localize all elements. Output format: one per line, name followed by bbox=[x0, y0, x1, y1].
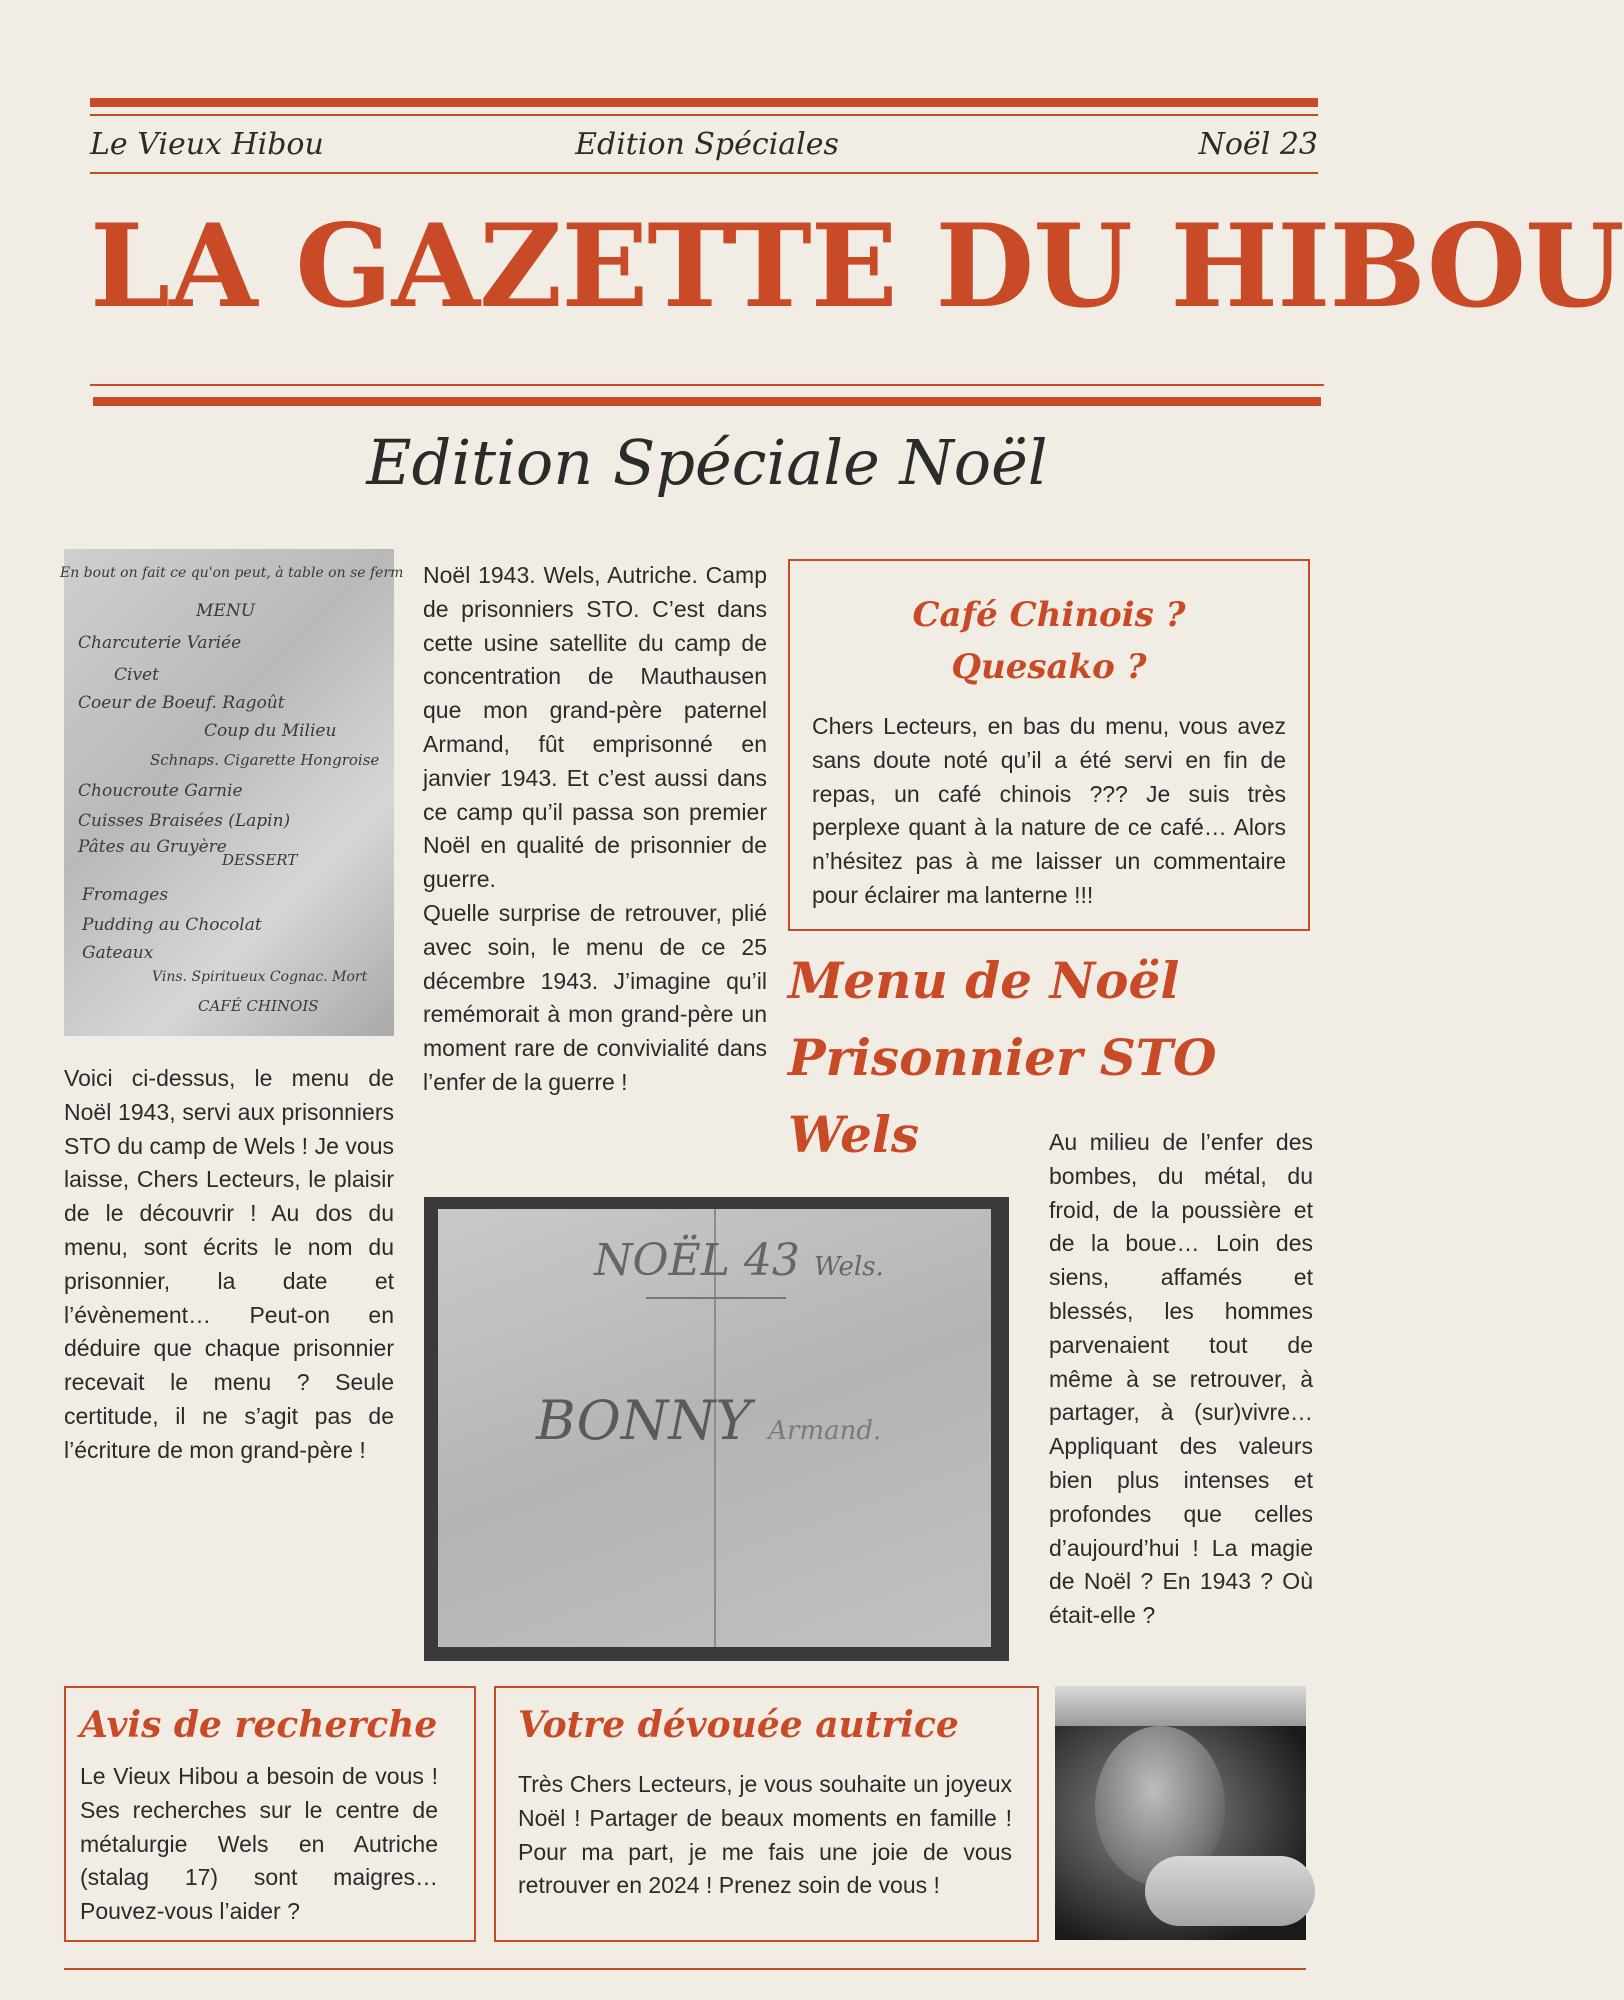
cover-underline bbox=[646, 1297, 786, 1299]
menu-line: Cuisses Braisées (Lapin) bbox=[78, 811, 291, 831]
cafe-box-title-line-2: Quesako ? bbox=[951, 647, 1147, 687]
top-thick-rule bbox=[90, 98, 1318, 107]
newspaper-title: LA GAZETTE DU HIBOU bbox=[90, 199, 1624, 333]
title-thick-rule bbox=[93, 397, 1321, 406]
menu-line: Choucroute Garnie bbox=[78, 781, 243, 801]
menu-line: Coup du Milieu bbox=[204, 721, 337, 741]
menu-cover-photo bbox=[424, 1197, 1009, 1661]
edition-subtitle: Edition Spéciale Noël bbox=[366, 426, 1048, 499]
cover-surname: BONNY bbox=[536, 1389, 752, 1452]
menu-line: Charcuterie Variée bbox=[78, 633, 242, 653]
avis-box-text: Le Vieux Hibou a besoin de vous ! Ses recherches sur le centre de métalurgie Wels en Autriche (stalag 17) sont maigres… Pouvez-vous l’aider ? bbox=[80, 1763, 438, 1925]
cover-title bbox=[594, 1235, 884, 1286]
menu-line: Vins. Spiritueux Cognac. Mort bbox=[152, 969, 368, 985]
menu-line: Civet bbox=[114, 665, 159, 685]
menu-caption: Voici ci-dessus, le menu de Noël 1943, servi aux prisonniers STO du camp de Wels ! Je vous laisse, Chers Lecteurs, le plaisir de le découvrir ! Au dos du menu, sont écrits le nom du prisonnier, la date et l’évènement… Peut-on en déduire que chaque prisonnier recevait le menu ? Seule certitude, il ne s’agit pas de l’écriture de mon grand-père ! bbox=[64, 1065, 394, 1463]
autrice-box bbox=[494, 1686, 1039, 1942]
portrait-hair bbox=[1055, 1686, 1306, 1726]
menu-line: En bout on fait ce qu'on peut, à table on se ferm bbox=[60, 565, 404, 581]
portrait-arm bbox=[1145, 1856, 1315, 1926]
title-thin-rule bbox=[90, 384, 1324, 386]
cafe-box-title-line-1: Café Chinois ? bbox=[912, 595, 1186, 635]
main-article-paragraph-1: Noël 1943. Wels, Autriche. Camp de prisonniers STO. C’est dans cette usine satellite du camp de concentration de Mauthausen que mon grand-père paternel Armand, fût emprisonné en janvier 1943. Et c’est aussi dans ce camp qu’il passa son premier Noël en qualité de prisonnier de guerre. bbox=[423, 562, 767, 893]
cover-title-suffix: Wels. bbox=[813, 1252, 884, 1282]
menu-photo bbox=[60, 549, 404, 1036]
masthead-thin-rule bbox=[90, 172, 1318, 174]
top-thin-rule bbox=[90, 114, 1318, 116]
menu-line: MENU bbox=[196, 601, 256, 621]
feature-text: Au milieu de l’enfer des bombes, du métal, du froid, de la poussière et de la boue… Loin des siens, affamés et blessés, les hommes parvenaient tout de même à se retrouver, à partager, à (sur)vivre… Appliquant des valeurs bien plus intenses et profondes que celles d’aujourd’hui ! La magie de Noël ? En 1943 ? Où était-elle ? bbox=[1049, 1129, 1313, 1629]
cover-name bbox=[536, 1389, 881, 1452]
menu-line: Gateaux bbox=[82, 943, 154, 963]
main-article-paragraph-2: Quelle surprise de retrouver, plié avec soin, le menu de ce 25 décembre 1943. J’imagine qu’il remémorait à mon grand-père un moment rare de convivialité dans l’enfer de la guerre ! bbox=[423, 899, 767, 1095]
author-portrait bbox=[1055, 1686, 1306, 1940]
menu-line: Fromages bbox=[82, 885, 169, 905]
menu-line: CAFÉ CHINOIS bbox=[198, 997, 319, 1015]
menu-line: Schnaps. Cigarette Hongroise bbox=[150, 751, 380, 769]
feature-heading-line-1: Menu de Noël bbox=[788, 951, 1180, 1010]
cover-title-main: NOËL 43 bbox=[594, 1235, 800, 1286]
menu-line: Coeur de Boeuf. Ragoût bbox=[78, 693, 285, 713]
masthead-left: Le Vieux Hibou bbox=[90, 127, 324, 162]
cafe-box-text: Chers Lecteurs, en bas du menu, vous avez sans doute noté qu’il a été servi en fin de repas, un café chinois ??? Je suis très perplexe quant à la nature de ce café… Alors n’hésitez pas à me laisser un commentaire pour éclairer ma lanterne !!! bbox=[812, 713, 1286, 908]
cover-firstname: Armand. bbox=[768, 1416, 882, 1446]
cafe-box-title bbox=[790, 589, 1308, 693]
masthead-right: Noël 23 bbox=[1198, 127, 1318, 162]
autrice-box-title: Votre dévouée autrice bbox=[518, 1704, 959, 1746]
menu-line: DESSERT bbox=[222, 851, 298, 869]
menu-line: Pâtes au Gruyère bbox=[78, 837, 227, 857]
menu-line: Pudding au Chocolat bbox=[82, 915, 262, 935]
main-article bbox=[423, 559, 767, 1100]
feature-heading-line-2: Prisonnier STO bbox=[788, 1028, 1217, 1087]
masthead-center: Edition Spéciales bbox=[575, 127, 839, 162]
bottom-rule bbox=[64, 1968, 1306, 1970]
avis-de-recherche-box bbox=[64, 1686, 476, 1942]
autrice-box-text: Très Chers Lecteurs, je vous souhaite un joyeux Noël ! Partager de beaux moments en famille ! Pour ma part, je me fais une joie de vous retrouver en 2024 ! Prenez soin de vous ! bbox=[518, 1771, 1012, 1899]
feature-heading-line-3: Wels bbox=[788, 1105, 920, 1164]
cafe-chinois-box bbox=[788, 559, 1310, 931]
avis-box-title: Avis de recherche bbox=[80, 1704, 438, 1746]
